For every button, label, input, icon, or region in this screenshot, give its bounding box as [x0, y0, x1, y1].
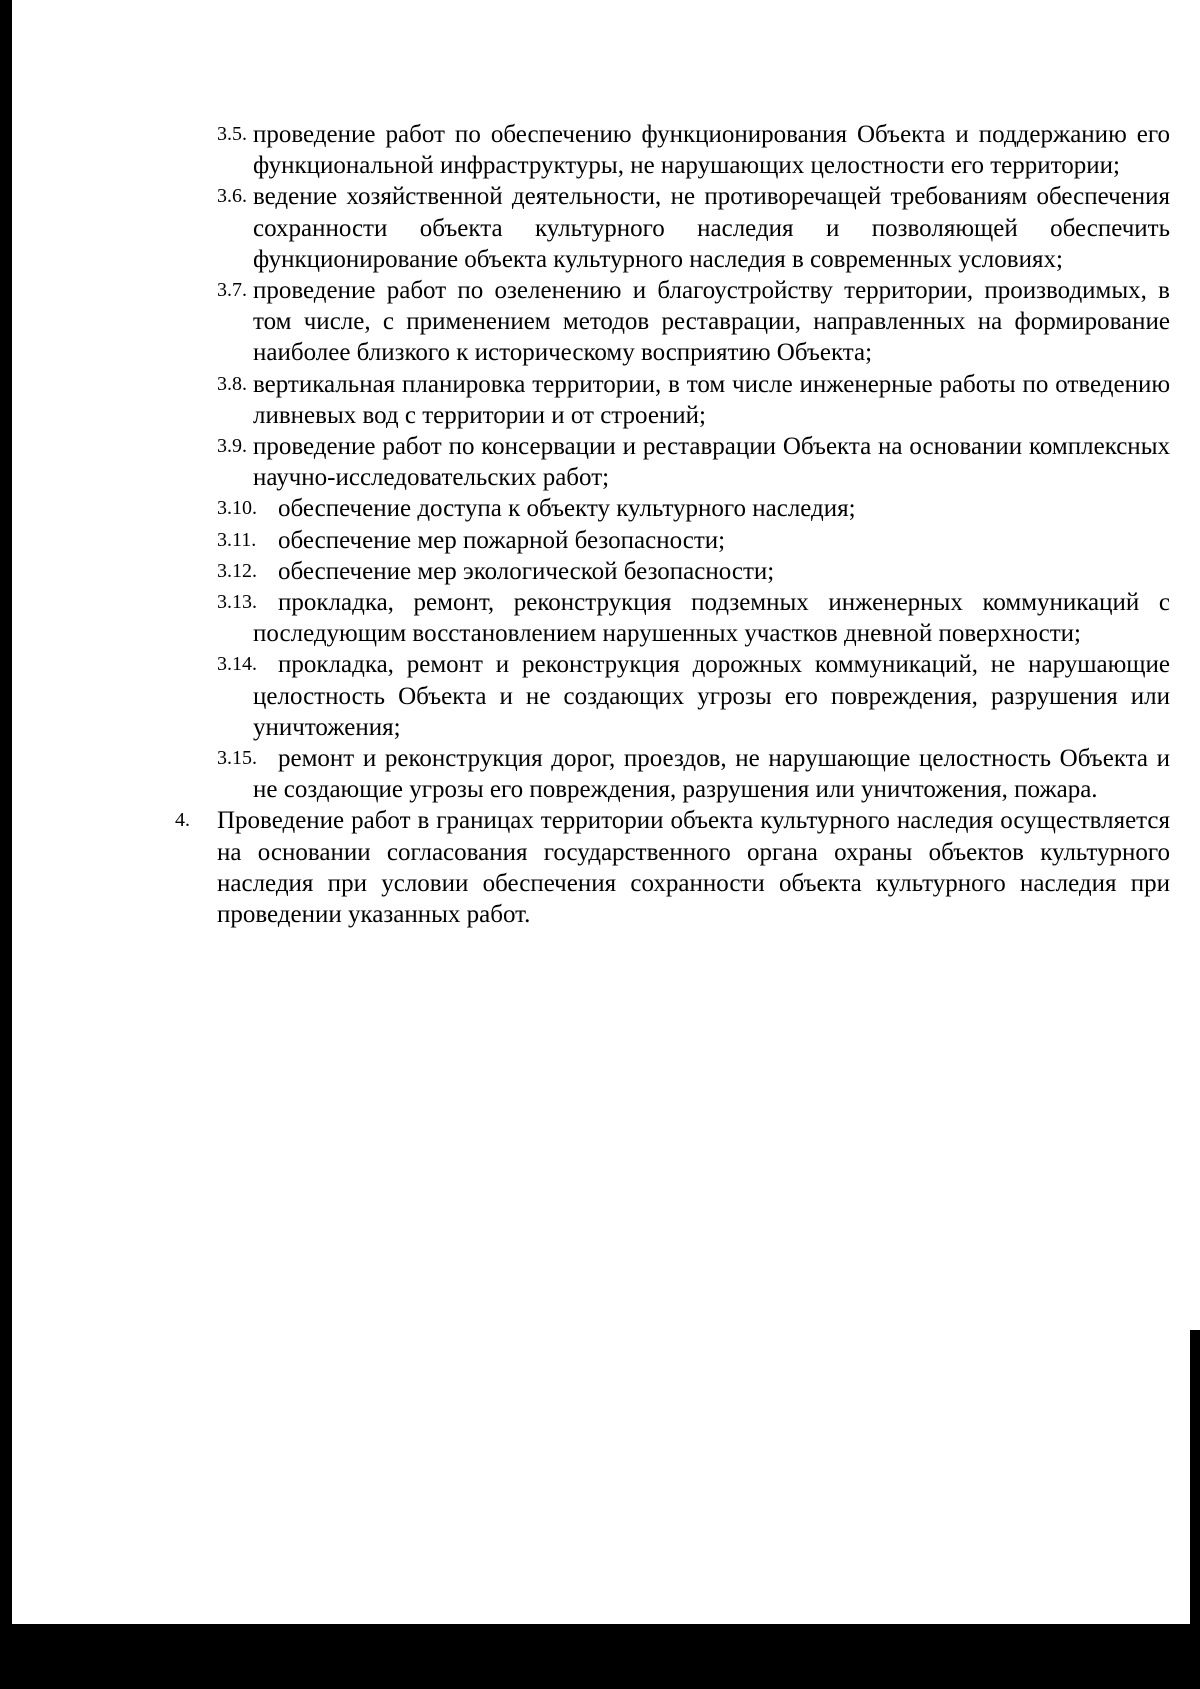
section-text: Проведение работ в границах территории объекта культурного наследия осуществляется на основании согласования государственного органа охраны объектов культурного наследия при условии обеспечения сохранности объекта культурного наследия при проведении указанных работ.	[217, 807, 1170, 929]
scan-right-edge	[1190, 1330, 1200, 1630]
item-text: ремонт и реконструкция дорог, проездов, не нарушающие целостность Объекта и не создающие угрозы его повреждения, разрушения или уничтожения, пожара.	[253, 745, 1170, 804]
item-text: проведение работ по озеленению и благоустройству территории, производимых, в том числе, с применением методов реставрации, направленных на формирование наиболее близкого к историческому восприятию Объекта;	[253, 277, 1170, 367]
item-text: обеспечение мер экологической безопасности;	[278, 557, 775, 585]
item-number: 3.14.	[217, 653, 257, 676]
item-text: вертикальная планировка территории, в том числе инженерные работы по отведению ливневых вод с территории и от строений;	[253, 370, 1170, 429]
list-item	[175, 587, 1170, 649]
item-text: обеспечение мер пожарной безопасности;	[278, 526, 726, 554]
item-number: 3.10.	[217, 497, 257, 520]
list-item	[175, 556, 1170, 587]
item-number: 3.7.	[217, 279, 247, 302]
section-4	[175, 805, 1170, 930]
list-item	[175, 275, 1170, 369]
item-number: 3.9.	[217, 435, 247, 458]
item-text: прокладка, ремонт и реконструкция дорожных коммуникаций, не нарушающие целостность Объекта и не создающих угрозы его повреждения, разрушения или уничтожения;	[253, 651, 1170, 741]
list-item	[175, 493, 1170, 524]
list-item	[175, 119, 1170, 181]
item-number: 3.8.	[217, 372, 247, 395]
item-text: проведение работ по консервации и реставрации Объекта на основании комплексных научно-исследовательских работ;	[253, 433, 1170, 492]
item-number: 3.11.	[217, 528, 257, 551]
list-item	[175, 369, 1170, 431]
item-number: 3.13.	[217, 591, 257, 614]
item-text: ведение хозяйственной деятельности, не противоречащей требованиям обеспечения сохранности объекта культурного наследия и позволяющей обеспечить функционирование объекта культурного наследия в современных условиях;	[253, 183, 1170, 273]
list-item	[175, 181, 1170, 275]
list-item	[175, 743, 1170, 805]
item-number: 3.6.	[217, 185, 247, 208]
scan-bottom-band	[0, 1624, 1200, 1689]
section-number: 4.	[175, 809, 190, 832]
list-item	[175, 431, 1170, 493]
item-text: проведение работ по обеспечению функционирования Объекта и поддержанию его функциональной инфраструктуры, не нарушающих целостности его территории;	[253, 121, 1170, 180]
item-text: обеспечение доступа к объекту культурного наследия;	[278, 495, 856, 523]
item-number: 3.15.	[217, 747, 257, 770]
item-number: 3.5.	[217, 123, 247, 145]
list-item	[175, 525, 1170, 556]
item-number: 3.12.	[217, 559, 257, 582]
document-body	[175, 119, 1170, 930]
scan-left-edge	[0, 0, 12, 1689]
list-item	[175, 649, 1170, 743]
item-text: прокладка, ремонт, реконструкция подземных инженерных коммуникаций с последующим восстановлением нарушенных участков дневной поверхности;	[253, 589, 1170, 648]
